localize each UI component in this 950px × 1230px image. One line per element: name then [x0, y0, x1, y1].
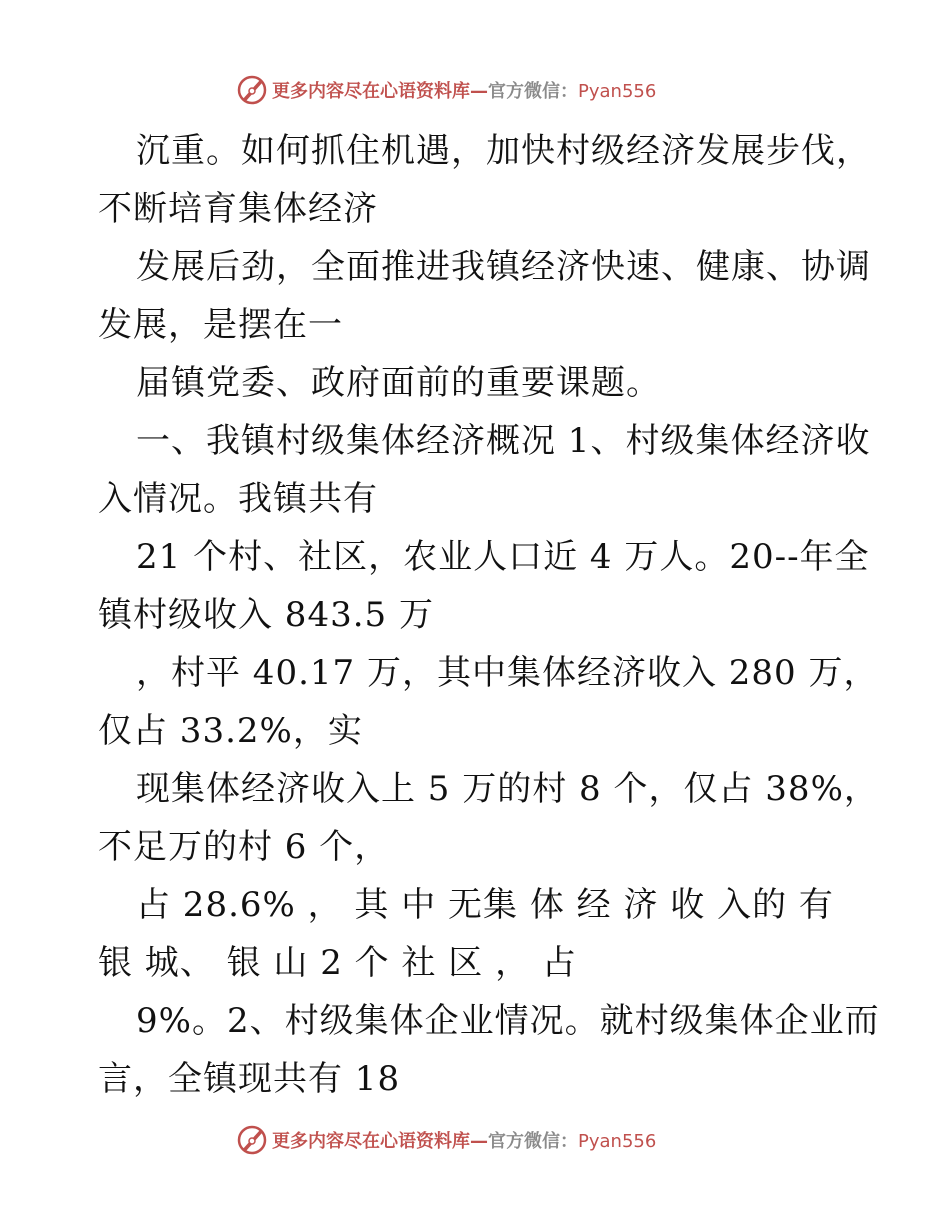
text-line: 不断培育集体经济: [98, 189, 378, 229]
text-line: 镇村级收入 843.5 万: [98, 595, 434, 635]
watermark-text: 更多内容尽在心语资料库—官方微信：Pyan556: [272, 1131, 657, 1152]
text-line: 仅占 33.2%，实: [98, 711, 363, 751]
watermark-text: 更多内容尽在心语资料库—官方微信：Pyan556: [272, 81, 657, 102]
text-line: 发展，是摆在一: [98, 305, 343, 345]
text-line: 占 28.6% ， 其 中 无集 体 经 济 收 入的 有: [136, 885, 834, 925]
text-line: 入情况。我镇共有: [98, 479, 378, 519]
text-line: ，村平 40.17 万，其中集体经济收入 280 万，: [136, 653, 879, 693]
watermark-footer: [236, 1122, 656, 1158]
text-line: 现集体经济收入上 5 万的村 8 个，仅占 38%，: [136, 769, 879, 809]
text-line: 21 个村、社区，农业人口近 4 万人。20--年全: [136, 537, 870, 577]
text-line: 不足万的村 6 个，: [98, 827, 390, 867]
text-line: 银 城、 银 山 2 个 社 区 ， 占: [98, 943, 577, 983]
text-line: 9%。2、村级集体企业情况。就村级集体企业而: [136, 1001, 880, 1041]
text-line: 一、我镇村级集体经济概况 1、村级集体经济收: [136, 421, 871, 461]
text-line: 发展后劲，全面推进我镇经济快速、健康、协调: [136, 247, 871, 287]
quill-logo-icon: [236, 1124, 268, 1156]
quill-logo-icon: [236, 74, 268, 106]
text-line: 届镇党委、政府面前的重要课题。: [136, 363, 661, 403]
text-line: 言，全镇现共有 18: [98, 1059, 401, 1099]
watermark-header: [236, 72, 656, 108]
document-body: [98, 122, 880, 1108]
text-line: 沉重。如何抓住机遇，加快村级经济发展步伐，: [136, 131, 871, 171]
